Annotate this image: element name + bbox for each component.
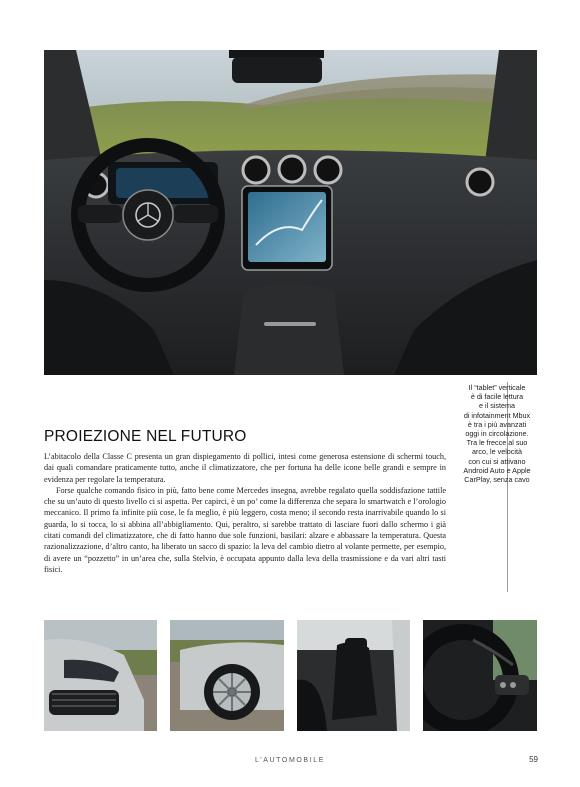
thumbnail-front-headlight — [44, 620, 157, 731]
paragraph: Forse qualche comando fisico in più, fatto bene come Mercedes insegna, avrebbe regalato quella soddisfazione tattile che su un’auto di questo livello ci si aspetta. Per capirci, è un po’ come la differenza che separa lo smartwatch e l’orologio meccanico. Il primo fa infinite più cose, le fa meglio, è più leggero, costa meno; il secondo resta inarrivabile quando lo si guarda, lo si tocca, lo si abbina all’abbigliamento. Qui, peraltro, si sarebbe trattato di lasciare fuori dallo schermo i già citati comandi del climatizzatore, che di fatto hanno due sole funzioni, basilari: alzare e abbassare la temperatura. Questa razionalizzazione, d’altro canto, ha liberato un sacco di spazio: la leva del cambio dietro al volante permette, per esempio, di avere un “pozzetto” in un’area che, sulla Stelvio, è occupata appunto dalla leva della trasmissione e da vari altri tasti fisici. — [44, 485, 446, 574]
rear-view-mirror — [232, 57, 322, 83]
caption-line: è tra i più avanzati — [467, 419, 527, 429]
caption-line: Tra le frecce al suo — [466, 438, 528, 448]
caption-line: arco, le velocità — [472, 447, 522, 457]
caption-line: con cui si attivano — [468, 456, 526, 466]
caption-line: CarPlay, senza cavo — [464, 475, 530, 485]
magazine-name: L’AUTOMOBILE — [254, 757, 326, 764]
thumbnail-wheel — [170, 620, 284, 731]
page-number: 59 — [529, 755, 538, 764]
article-heading: PROIEZIONE NEL FUTURO — [44, 428, 247, 445]
thumbnail-steering-wheel-controls — [423, 620, 537, 731]
caption-line: Il “tablet” verticale — [468, 383, 526, 392]
caption-line: oggi in circolazione. — [465, 429, 529, 439]
thumbnail-seats — [297, 620, 410, 731]
photo-caption — [452, 383, 542, 484]
hero-photo-interior — [44, 50, 537, 375]
caption-line: è di facile lettura — [470, 392, 524, 402]
caption-line: e il sistema — [479, 401, 515, 411]
caption-line: Android Auto e Apple — [463, 465, 531, 475]
dashboard-illustration — [44, 50, 537, 375]
paragraph: L’abitacolo della Classe C presenta un gran dispiegamento di pollici, intesi come generosa estensione di schermi touch, dai quali comandare praticamente tutto, anche il climatizzatore, che per fortuna ha delle icone belle grandi e sempre in evidenza per regolare la temperatura. — [44, 452, 446, 484]
article-body — [44, 451, 446, 575]
caption-line: di infotainment Mbux — [463, 410, 531, 420]
center-console — [234, 284, 344, 375]
